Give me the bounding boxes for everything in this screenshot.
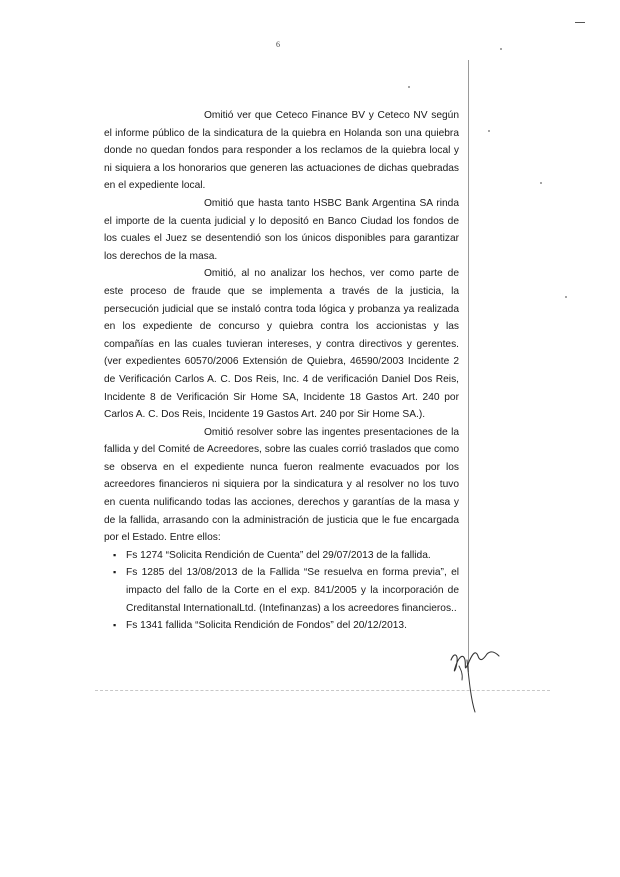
paragraph: Omitió ver que Ceteco Finance BV y Ceteco NV según el informe público de la sindicatura de la quiebra en Holanda son una quiebra donde no quedan fondos para responder a los reclamos de la quiebra local y ni siquiera a los honorarios que generen las actuaciones de dichas quebradas en el expediente local.	[104, 110, 459, 192]
signature-icon	[445, 630, 525, 720]
bullet-icon: ▪	[113, 549, 117, 560]
margin-line	[468, 60, 469, 672]
paragraph: Omitió resolver sobre las ingentes presentaciones de la fallida y del Comité de Acreedores, sobre las cuales corrió traslados que como se observa en el expediente nunca fueron realmente evacuados por los acreedores financieros ni siquiera por la sindicatura y al resolver no los tuvo en cuenta nulificando todas las acciones, derechos y garantías de la masa y de la fallida, arrasando con la administración de justicia que le fue encargada por el Estado. Entre ellos:	[104, 426, 459, 544]
bullet-icon: ▪	[113, 567, 117, 578]
scan-speck	[500, 48, 502, 50]
list-item	[104, 564, 459, 617]
list-item-text: Fs 1341 fallida “Solicita Rendición de Fondos” del 20/12/2013.	[126, 620, 407, 632]
list-item-text: Fs 1274 “Solicita Rendición de Cuenta” del 29/07/2013 de la fallida.	[126, 549, 431, 561]
list-item	[104, 617, 459, 635]
page-divider	[95, 690, 550, 691]
scan-speck	[565, 296, 567, 298]
paragraph: Omitió, al no analizar los hechos, ver como parte de este proceso de fraude que se implementa a través de la justicia, la persecución judicial que se instaló contra toda lógica y probanza ya realizada en los expediente de concurso y quiebra contra los accionistas y las compañías en las cuales tuvieran intereses, y contra directivos y gerentes. (ver expedientes 60570/2006 Extensión de Quiebra, 46590/2003 Incidente 2 de Verificación Carlos A. C. Dos Reis, Inc. 4 de verificación Daniel Dos Reis, Incidente 8 de Verificación Sir Home SA, Incidente 18 Gastos Art. 240 por Carlos A. C. Dos Reis, Incidente 19 Gastos Art. 240 por Sir Home SA.).	[104, 268, 459, 421]
list-item	[104, 547, 459, 565]
items-list	[104, 547, 459, 635]
scan-speck	[408, 86, 410, 88]
paragraph: Omitió que hasta tanto HSBC Bank Argentina SA rinda el importe de la cuenta judicial y lo depositó en Banco Ciudad los fondos de los cuales el Juez se desentendió son los únicos disponibles para garantizar los derechos de la masa.	[104, 197, 459, 262]
scan-speck	[488, 130, 490, 132]
scan-speck	[540, 182, 542, 184]
page-number: 6	[276, 40, 280, 49]
list-item-text: Fs 1285 del 13/08/2013 de la Fallida “Se resuelva en forma previa”, el impacto del fallo de la Corte en el exp. 841/2005 y la incorporación de Creditanstal InternationalLtd. (Intefinanzas) a los acreedores financieros..	[126, 567, 459, 614]
corner-mark	[575, 22, 585, 23]
body-text	[104, 107, 459, 635]
bullet-icon: ▪	[113, 620, 117, 631]
